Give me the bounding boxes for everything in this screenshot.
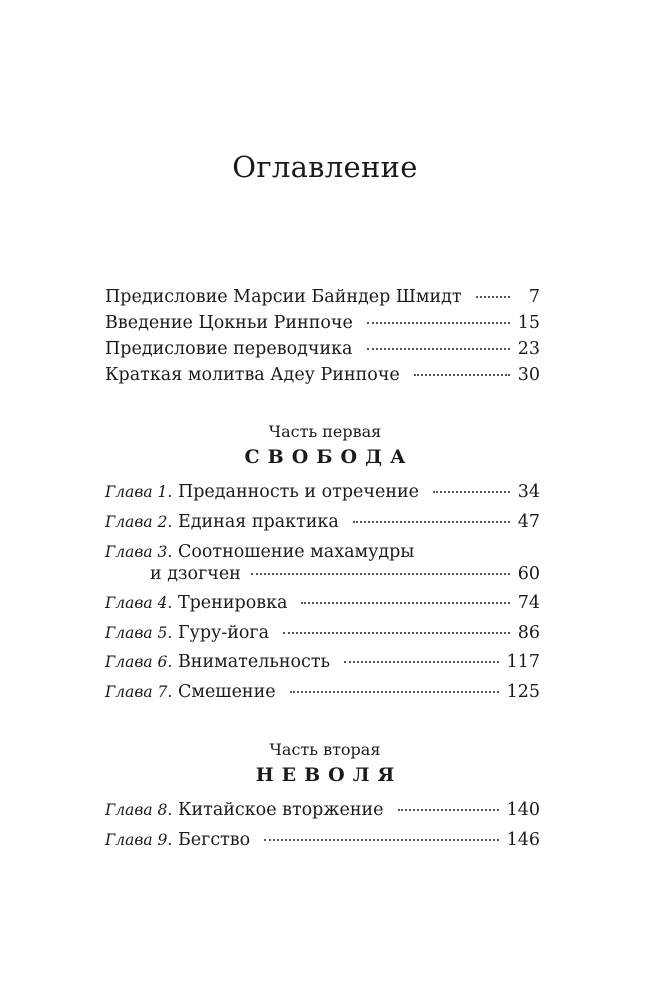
chapter-prefix: Глава 3.: [105, 543, 173, 561]
dot-leader: [414, 374, 510, 376]
toc-chapter[interactable]: [105, 798, 540, 822]
chapter-page: 47: [517, 512, 540, 532]
page-title: Оглавление: [232, 150, 418, 184]
part-label: Часть вторая: [269, 740, 381, 759]
chapter-prefix: Глава 8.: [105, 801, 173, 819]
toc-chapter[interactable]: [105, 480, 540, 504]
chapter-page: 125: [506, 682, 540, 702]
dot-leader: [476, 296, 510, 298]
dot-leader: [353, 521, 510, 523]
chapter-title: Бегство: [177, 830, 251, 850]
chapter-prefix: Глава 5.: [105, 624, 173, 642]
chapter-title: Китайское вторжение: [177, 800, 384, 820]
toc-entry-page: 15: [517, 313, 540, 333]
dot-leader: [367, 348, 510, 350]
part-name: НЕВОЛЯ: [255, 764, 403, 786]
chapter-prefix: Глава 1.: [105, 483, 173, 501]
toc-entry-page: 23: [517, 339, 540, 359]
dot-leader: [264, 839, 498, 841]
chapter-page: 86: [517, 623, 540, 643]
chapter-prefix: Глава 6.: [105, 653, 173, 671]
part-label: Часть первая: [268, 422, 382, 441]
chapter-page: 146: [506, 830, 540, 850]
chapter-page: 60: [517, 564, 540, 584]
chapter-title: Тренировка: [177, 593, 288, 613]
dot-leader: [283, 632, 510, 634]
toc-chapter-continuation[interactable]: [150, 562, 540, 586]
chapter-title: Преданность и отречение: [177, 482, 420, 502]
chapter-prefix: Глава 4.: [105, 594, 173, 612]
toc-entry-page: 30: [517, 365, 540, 385]
toc-chapter[interactable]: [105, 510, 540, 534]
chapter-title-continued: и дзогчен: [150, 564, 241, 584]
toc-entry[interactable]: [105, 311, 540, 335]
chapter-prefix: Глава 7.: [105, 683, 173, 701]
toc-chapter[interactable]: [105, 828, 540, 852]
toc-chapter[interactable]: [105, 650, 540, 674]
chapter-page: 140: [506, 800, 540, 820]
toc-entry-title: Краткая молитва Адеу Ринпоче: [105, 365, 400, 385]
toc-entry[interactable]: [105, 285, 540, 309]
toc-entry-title: Предисловие переводчика: [105, 339, 353, 359]
dot-leader: [344, 661, 499, 663]
toc-chapter[interactable]: [105, 591, 540, 615]
toc-entry[interactable]: [105, 337, 540, 361]
toc-chapter[interactable]: [105, 540, 540, 564]
dot-leader: [398, 809, 499, 811]
chapter-prefix: Глава 9.: [105, 831, 173, 849]
dot-leader: [367, 322, 510, 324]
chapter-title: Соотношение махамудры: [177, 542, 415, 562]
chapter-page: 117: [506, 652, 540, 672]
toc-entry-title: Предисловие Марсии Байндер Шмидт: [105, 287, 462, 307]
chapter-title: Единая практика: [177, 512, 339, 532]
toc-chapter[interactable]: [105, 680, 540, 704]
part-name: СВОБОДА: [244, 446, 414, 468]
chapter-title: Внимательность: [177, 652, 331, 672]
chapter-title: Гуру-йога: [177, 623, 270, 643]
toc-entry[interactable]: [105, 363, 540, 387]
dot-leader: [433, 491, 510, 493]
dot-leader: [290, 691, 499, 693]
chapter-title: Смешение: [177, 682, 276, 702]
chapter-page: 34: [517, 482, 540, 502]
chapter-page: 74: [517, 593, 540, 613]
toc-entry-title: Введение Цокньи Ринпоче: [105, 313, 353, 333]
toc-entry-page: 7: [528, 287, 540, 307]
dot-leader: [301, 602, 509, 604]
dot-leader: [251, 573, 510, 575]
toc-chapter[interactable]: [105, 621, 540, 645]
chapter-prefix: Глава 2.: [105, 513, 173, 531]
